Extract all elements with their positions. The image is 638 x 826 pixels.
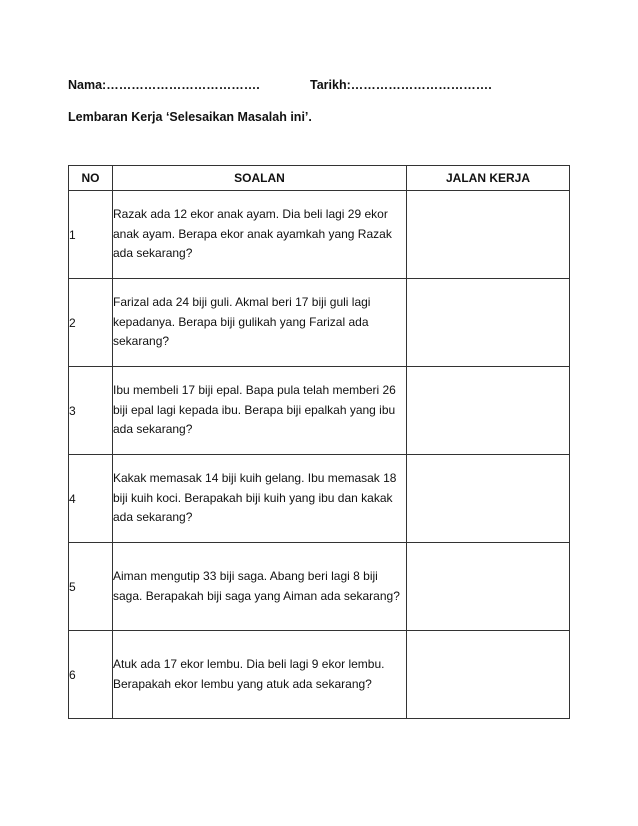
question-number: 1 — [69, 191, 113, 279]
question-number: 3 — [69, 367, 113, 455]
question-text: Farizal ada 24 biji guli. Akmal beri 17 biji guli lagi kepadanya. Berapa biji gulikah yang Farizal ada sekarang? — [113, 279, 407, 367]
working-space[interactable] — [407, 279, 570, 367]
working-space[interactable] — [407, 191, 570, 279]
column-header-working: JALAN KERJA — [407, 166, 570, 191]
column-header-no: NO — [69, 166, 113, 191]
column-header-question: SOALAN — [113, 166, 407, 191]
question-number: 2 — [69, 279, 113, 367]
question-text: Ibu membeli 17 biji epal. Bapa pula telah memberi 26 biji epal lagi kepada ibu. Berapa biji epalkah yang ibu ada sekarang? — [113, 367, 407, 455]
table-row — [69, 631, 570, 719]
question-number: 5 — [69, 543, 113, 631]
date-field-label: Tarikh:……………………………. — [310, 78, 492, 92]
table-row — [69, 279, 570, 367]
table-row — [69, 543, 570, 631]
working-space[interactable] — [407, 631, 570, 719]
table-header-row — [69, 166, 570, 191]
table-row — [69, 191, 570, 279]
question-text: Aiman mengutip 33 biji saga. Abang beri lagi 8 biji saga. Berapakah biji saga yang Aiman ada sekarang? — [113, 543, 407, 631]
worksheet-table — [68, 165, 570, 719]
name-field-label: Nama:………………………………. — [68, 78, 260, 92]
question-number: 6 — [69, 631, 113, 719]
working-space[interactable] — [407, 543, 570, 631]
question-text: Kakak memasak 14 biji kuih gelang. Ibu memasak 18 biji kuih koci. Berapakah biji kuih yang ibu dan kakak ada sekarang? — [113, 455, 407, 543]
worksheet-title: Lembaran Kerja ‘Selesaikan Masalah ini’. — [68, 110, 312, 124]
question-text: Atuk ada 17 ekor lembu. Dia beli lagi 9 ekor lembu. Berapakah ekor lembu yang atuk ada sekarang? — [113, 631, 407, 719]
table-row — [69, 367, 570, 455]
question-number: 4 — [69, 455, 113, 543]
question-text: Razak ada 12 ekor anak ayam. Dia beli lagi 29 ekor anak ayam. Berapa ekor anak ayamkah yang Razak ada sekarang? — [113, 191, 407, 279]
working-space[interactable] — [407, 367, 570, 455]
table-row — [69, 455, 570, 543]
working-space[interactable] — [407, 455, 570, 543]
